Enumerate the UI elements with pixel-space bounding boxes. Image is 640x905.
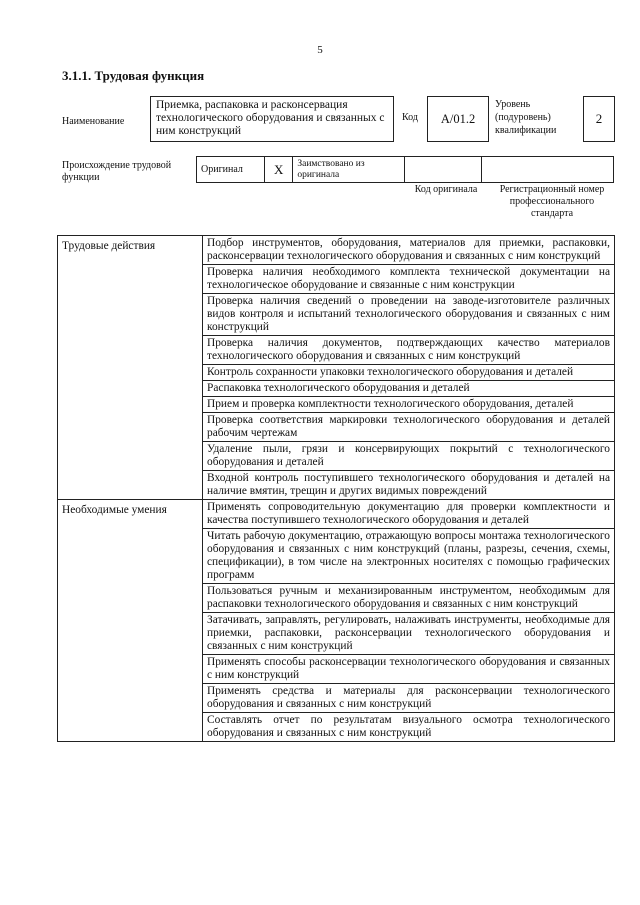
section-item: Составлять отчет по результатам визуального осмотра технологического оборудования и связанных с ним конструкций: [203, 713, 615, 742]
table-row: [58, 500, 615, 529]
section-item: Проверка наличия сведений о проведении на заводе-изготовителе различных видов контроля и испытаний технологического оборудования и связанных с ним конструкций: [203, 294, 615, 336]
section-item: Распаковка технологического оборудования и деталей: [203, 381, 615, 397]
labor-function-table: [57, 235, 615, 742]
borrowed-label: Заимствовано из оригинала: [293, 157, 405, 183]
function-code-value: А/01.2: [427, 96, 489, 142]
section-category-label: Необходимые умения: [58, 500, 203, 742]
code-original-label: Код оригинала: [414, 184, 478, 195]
section-item: Подбор инструментов, оборудования, материалов для приемки, распаковки, расконсервации технологического оборудования и связанных с ним конструкций: [203, 236, 615, 265]
section-item: Входной контроль поступившего технологического оборудования и деталей на наличие вмятин, трещин и других видимых повреждений: [203, 471, 615, 500]
origin-label: Происхождение трудовой функции: [62, 160, 172, 183]
reg-number-cell: [482, 157, 614, 183]
section-title: 3.1.1. Трудовая функция: [62, 68, 205, 83]
section-item: Прием и проверка комплектности технологического оборудования, деталей: [203, 397, 615, 413]
section-item: Контроль сохранности упаковки технологического оборудования и деталей: [203, 365, 615, 381]
code-label: Код: [402, 112, 418, 123]
qualification-level-label: [495, 98, 556, 137]
section-item: Пользоваться ручным и механизированным инструментом, необходимым для распаковки технологического оборудования и связанных с ним конструкций: [203, 584, 615, 613]
origin-table: [196, 156, 614, 183]
function-name-value: Приемка, распаковка и расконсервация технологического оборудования и связанных с ним конструкций: [150, 96, 394, 142]
section-item: Проверка соответствия маркировки технологического оборудования и деталей рабочим чертежам: [203, 413, 615, 442]
section-item: Удаление пыли, грязи и консервирующих покрытий с технологического оборудования и деталей: [203, 442, 615, 471]
original-mark: Х: [264, 157, 292, 183]
section-item: Затачивать, заправлять, регулировать, налаживать инструменты, необходимые для приемки, распаковки, расконсервации технологического оборудования и связанных с ним конструкций: [203, 613, 615, 655]
section-item: Применять средства и материалы для расконсервации технологического оборудования и связанных с ним конструкций: [203, 684, 615, 713]
section-category-label: Трудовые действия: [58, 236, 203, 500]
name-label: Наименование: [62, 116, 125, 127]
section-item: Проверка наличия документов, подтверждающих качество материалов технологического оборудования и связанных с ним конструкций: [203, 336, 615, 365]
section-item: Читать рабочую документацию, отражающую вопросы монтажа технологического оборудования и связанных с ним конструкций (планы, разрезы, сечения, схемы, спецификации), в том числе на электронных носителях с помощью графических программ: [203, 529, 615, 584]
section-item: Применять способы расконсервации технологического оборудования и связанных с ним конструкций: [203, 655, 615, 684]
level-label-line-2: (подуровень): [495, 112, 551, 123]
reg-number-label: Регистрационный номер профессионального стандарта: [499, 184, 605, 219]
section-item: Проверка наличия необходимого комплекта технической документации на технологическое оборудование и связанные с ним конструкции: [203, 265, 615, 294]
code-original-cell: [405, 157, 482, 183]
original-label: Оригинал: [197, 157, 265, 183]
level-label-line-1: Уровень: [495, 99, 531, 110]
section-item: Применять сопроводительную документацию для проверки комплектности и качества поступившего технологического оборудования и деталей: [203, 500, 615, 529]
level-label-line-3: квалификации: [495, 125, 557, 136]
page-number: 5: [317, 44, 323, 56]
table-row: [58, 236, 615, 265]
qualification-level-value: 2: [583, 96, 615, 142]
